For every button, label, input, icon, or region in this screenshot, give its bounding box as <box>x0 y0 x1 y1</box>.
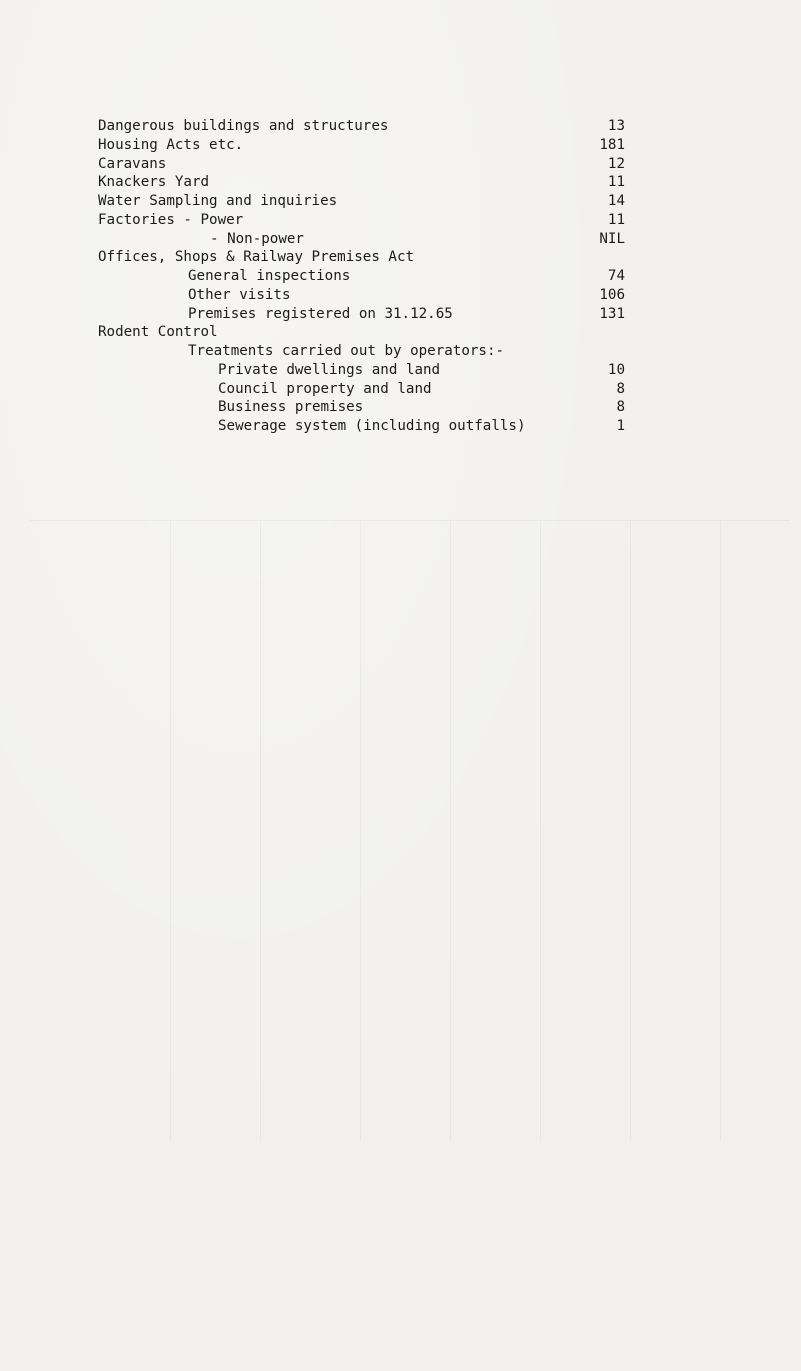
row-value: NIL <box>599 230 625 247</box>
row-label: Other visits <box>188 286 291 303</box>
row-label: Council property and land <box>218 380 432 397</box>
section-heading-row <box>98 323 638 342</box>
row-value: 8 <box>616 399 625 416</box>
row-label: Factories - Power <box>98 211 244 228</box>
inspections-table <box>98 117 638 436</box>
row-label: Sewerage system (including outfalls) <box>218 418 526 434</box>
row-value: 106 <box>599 286 625 303</box>
table-row <box>98 230 638 249</box>
row-label: Caravans <box>98 155 167 172</box>
row-label: Knackers Yard <box>98 174 210 191</box>
table-row <box>98 173 638 192</box>
row-value: 11 <box>607 174 625 191</box>
row-label: Dangerous buildings and structures <box>98 118 389 134</box>
row-value: 13 <box>607 118 625 134</box>
subsection-heading-row <box>98 342 638 361</box>
table-row <box>98 380 638 399</box>
row-value: 11 <box>607 211 625 228</box>
table-row <box>98 361 638 380</box>
table-row <box>98 155 638 174</box>
table-row <box>98 267 638 286</box>
row-value: 1 <box>616 418 625 434</box>
row-value: 131 <box>599 305 625 322</box>
bleed-through-table <box>30 520 790 1141</box>
row-value: 14 <box>607 193 625 209</box>
table-row <box>98 192 638 211</box>
row-label: Private dwellings and land <box>218 361 441 378</box>
table-row <box>98 211 638 230</box>
row-label: Treatments carried out by operators:- <box>188 343 505 359</box>
row-label: Rodent Control <box>98 324 218 341</box>
row-label: Premises registered on 31.12.65 <box>188 305 453 322</box>
row-label: Offices, Shops & Railway Premises Act <box>98 249 415 266</box>
table-row <box>98 305 638 324</box>
row-label: - Non-power <box>210 230 304 247</box>
row-value: 12 <box>607 155 625 172</box>
row-label: Business premises <box>218 399 364 416</box>
table-row <box>98 417 638 436</box>
row-value: 8 <box>616 380 625 397</box>
row-value: 10 <box>607 361 625 378</box>
row-value: 74 <box>607 268 625 284</box>
table-row <box>98 117 638 136</box>
table-row <box>98 136 638 155</box>
section-heading-row <box>98 248 638 267</box>
table-row <box>98 398 638 417</box>
row-label: Housing Acts etc. <box>98 136 244 153</box>
table-row <box>98 286 638 305</box>
row-label: General inspections <box>188 268 351 284</box>
row-value: 181 <box>599 136 625 153</box>
row-label: Water Sampling and inquiries <box>98 193 338 209</box>
